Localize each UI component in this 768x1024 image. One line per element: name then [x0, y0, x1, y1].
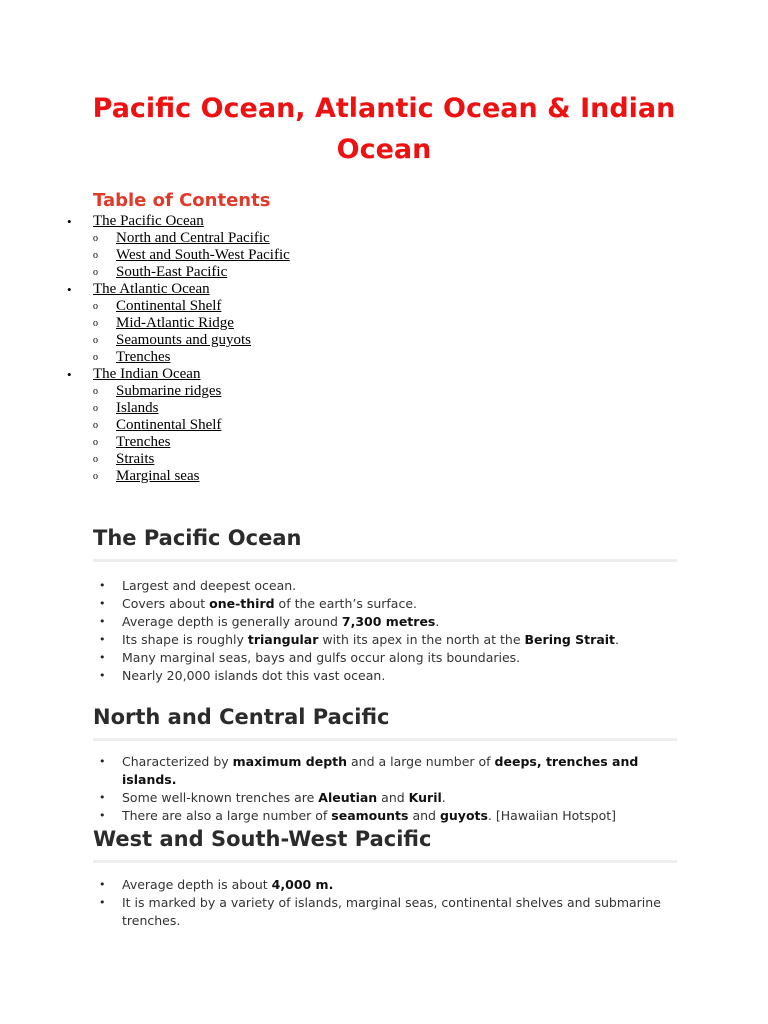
toc-subitem-continental-shelf	[93, 417, 593, 434]
text-run: .	[441, 790, 446, 805]
toc-subitem-submarine-ridges	[93, 383, 593, 400]
text-run: Characterized by	[122, 754, 233, 769]
text-run: Some well-known trenches are	[122, 790, 319, 805]
toc-item-the-pacific-ocean	[67, 213, 593, 230]
bullet-list-north-central-pacific	[93, 753, 683, 825]
bullet-icon: •	[99, 579, 106, 592]
circle-bullet-icon: o	[93, 437, 98, 448]
toc-link-islands[interactable]: Islands	[116, 400, 159, 416]
bullet-icon: •	[99, 651, 106, 664]
toc-link-the-indian-ocean[interactable]: The Indian Ocean	[93, 366, 201, 382]
table-of-contents	[67, 213, 593, 485]
bold-text: one-third	[209, 596, 275, 611]
document-title: Pacific Ocean, Atlantic Ocean & Indian Ocean	[92, 93, 676, 165]
text-run: Many marginal seas, bays and gulfs occur along its boundaries.	[122, 650, 521, 665]
text-run: Its shape is roughly	[122, 632, 248, 647]
toc-subitem-straits	[93, 451, 593, 468]
text-run: . [Hawaiian Hotspot]	[487, 808, 617, 823]
toc-link-marginal-seas[interactable]: Marginal seas	[116, 468, 200, 484]
circle-bullet-icon: o	[93, 267, 98, 278]
bullet-icon: •	[99, 615, 106, 628]
toc-link-submarine-ridges[interactable]: Submarine ridges	[116, 383, 222, 399]
toc-subitem-islands	[93, 400, 593, 417]
bold-text: Kuril	[408, 790, 442, 805]
list-item	[93, 876, 683, 894]
bold-text: seamounts	[331, 808, 409, 823]
circle-bullet-icon: o	[93, 471, 98, 482]
section-heading-pacific-ocean: The Pacific Ocean	[93, 523, 677, 562]
bullet-list-west-south-west-pacific	[93, 876, 683, 930]
bold-text: Bering Strait	[524, 632, 616, 647]
toc-subitem-marginal-seas	[93, 468, 593, 485]
toc-subitem-trenches	[93, 434, 593, 451]
bold-text: 4,000 m.	[271, 877, 334, 892]
toc-subitem-south-east-pacific	[93, 264, 593, 281]
bold-text: triangular	[247, 632, 319, 647]
circle-bullet-icon: o	[93, 352, 98, 363]
bullet-icon: •	[99, 896, 106, 909]
list-item	[93, 613, 683, 631]
text-run: Largest and deepest ocean.	[122, 578, 297, 593]
bold-text: maximum depth	[232, 754, 348, 769]
circle-bullet-icon: o	[93, 335, 98, 346]
toc-item-the-indian-ocean	[67, 366, 593, 383]
text-run: It is marked by a variety of islands, marginal seas, continental shelves and submarine trenches.	[122, 895, 661, 928]
toc-link-seamounts-and-guyots[interactable]: Seamounts and guyots	[116, 332, 251, 348]
toc-subitem-mid-atlantic-ridge	[93, 315, 593, 332]
toc-link-mid-atlantic-ridge[interactable]: Mid-Atlantic Ridge	[116, 315, 234, 331]
section-heading-west-south-west-pacific: West and South-West Pacific	[93, 824, 677, 863]
toc-link-the-atlantic-ocean[interactable]: The Atlantic Ocean	[93, 281, 210, 297]
toc-link-continental-shelf[interactable]: Continental Shelf	[116, 417, 222, 433]
list-item	[93, 753, 683, 789]
text-run: of the earth’s surface.	[274, 596, 418, 611]
text-run: Covers about	[122, 596, 210, 611]
bold-text: deeps, trenches and islands.	[122, 754, 639, 787]
list-item	[93, 894, 683, 930]
circle-bullet-icon: o	[93, 318, 98, 329]
text-run: Nearly 20,000 islands dot this vast ocean.	[122, 668, 386, 683]
bullet-icon: •	[67, 214, 72, 229]
list-item	[93, 577, 683, 595]
toc-subitem-continental-shelf	[93, 298, 593, 315]
toc-link-straits[interactable]: Straits	[116, 451, 155, 467]
bullet-icon: •	[67, 367, 72, 382]
toc-link-west-and-south-west-pacific[interactable]: West and South-West Pacific	[116, 247, 290, 263]
bullet-icon: •	[99, 755, 106, 768]
list-item	[93, 807, 683, 825]
toc-link-trenches[interactable]: Trenches	[116, 434, 171, 450]
text-run: with its apex in the north at the	[318, 632, 525, 647]
text-run: Average depth is about	[122, 877, 272, 892]
toc-item-the-atlantic-ocean	[67, 281, 593, 298]
circle-bullet-icon: o	[93, 233, 98, 244]
text-run: and	[377, 790, 409, 805]
toc-link-north-and-central-pacific[interactable]: North and Central Pacific	[116, 230, 270, 246]
section-heading-north-central-pacific: North and Central Pacific	[93, 702, 677, 741]
text-run: and	[408, 808, 440, 823]
list-item	[93, 789, 683, 807]
toc-link-south-east-pacific[interactable]: South-East Pacific	[116, 264, 228, 280]
bullet-icon: •	[99, 809, 106, 822]
circle-bullet-icon: o	[93, 386, 98, 397]
bold-text: Aleutian	[318, 790, 378, 805]
list-item	[93, 649, 683, 667]
bold-text: guyots	[439, 808, 488, 823]
circle-bullet-icon: o	[93, 250, 98, 261]
list-item	[93, 667, 683, 685]
bullet-icon: •	[67, 282, 72, 297]
text-run: .	[435, 614, 440, 629]
toc-link-continental-shelf[interactable]: Continental Shelf	[116, 298, 222, 314]
text-run: Average depth is generally around	[122, 614, 342, 629]
bullet-icon: •	[99, 878, 106, 891]
list-item	[93, 595, 683, 613]
toc-subitem-trenches	[93, 349, 593, 366]
bullet-icon: •	[99, 669, 106, 682]
toc-heading: Table of Contents	[93, 190, 271, 211]
circle-bullet-icon: o	[93, 420, 98, 431]
toc-subitem-north-and-central-pacific	[93, 230, 593, 247]
circle-bullet-icon: o	[93, 454, 98, 465]
text-run: There are also a large number of	[122, 808, 332, 823]
toc-subitem-seamounts-and-guyots	[93, 332, 593, 349]
bullet-list-pacific-ocean	[93, 577, 683, 685]
toc-link-trenches[interactable]: Trenches	[116, 349, 171, 365]
bullet-icon: •	[99, 791, 106, 804]
bold-text: 7,300 metres	[341, 614, 436, 629]
bullet-icon: •	[99, 597, 106, 610]
circle-bullet-icon: o	[93, 403, 98, 414]
text-run: and a large number of	[347, 754, 495, 769]
text-run: .	[615, 632, 620, 647]
toc-link-the-pacific-ocean[interactable]: The Pacific Ocean	[93, 213, 204, 229]
circle-bullet-icon: o	[93, 301, 98, 312]
list-item	[93, 631, 683, 649]
toc-subitem-west-and-south-west-pacific	[93, 247, 593, 264]
bullet-icon: •	[99, 633, 106, 646]
